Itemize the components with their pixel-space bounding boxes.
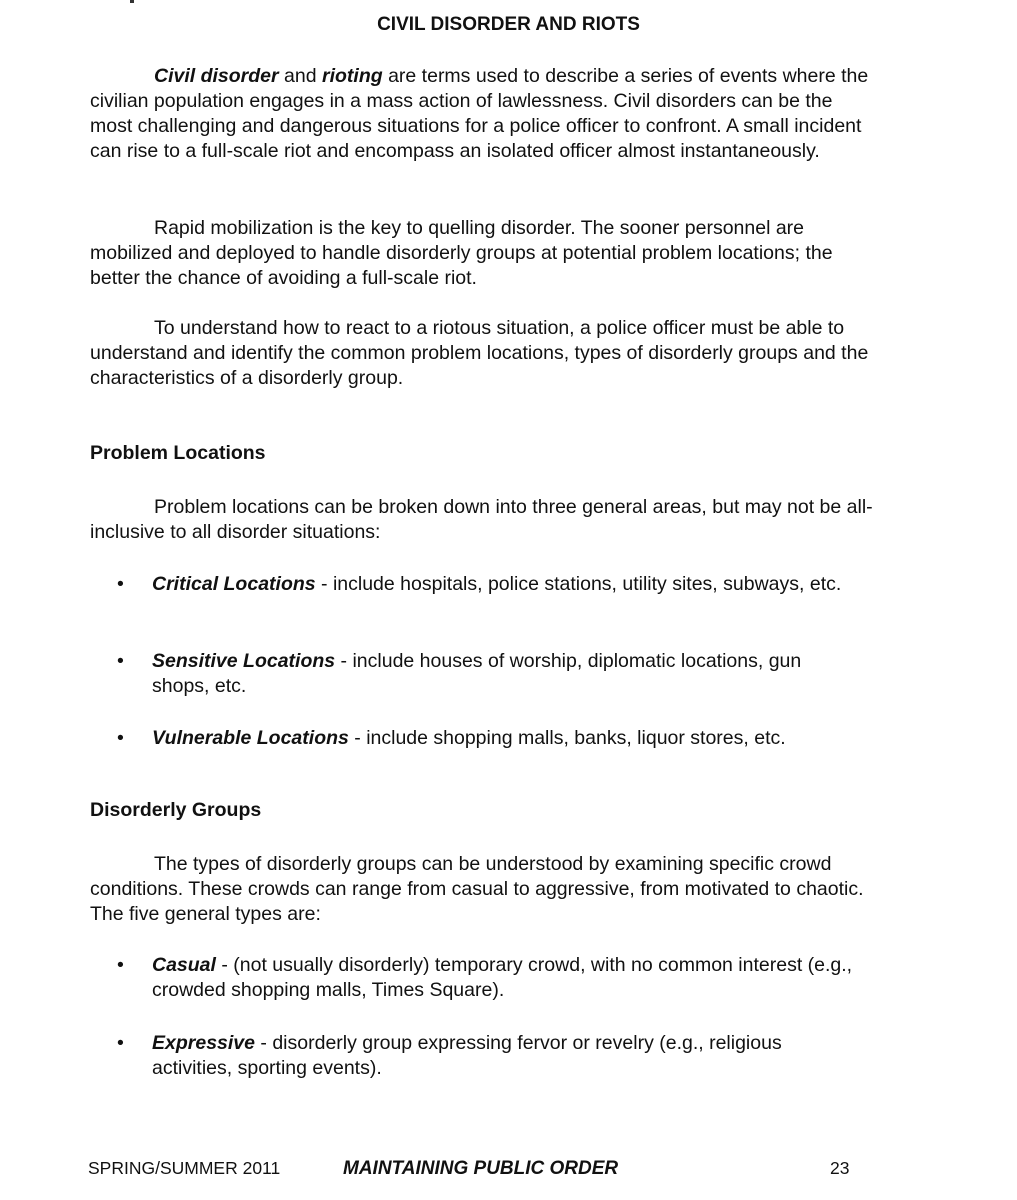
list-item-text: - include shopping malls, banks, liquor stores, etc. (348, 727, 786, 749)
list-item-sensitive-locations (117, 649, 857, 699)
disorderly-groups-intro: The types of disorderly groups can be understood by examining specific crowd conditions. These crowds can range from casual to aggressive, from motivated to chaotic. The five general types are: (90, 853, 864, 925)
list-item-casual (117, 953, 857, 1003)
list-item-text: - disorderly group expressing fervor or revelry (e.g., religious activities, sporting events). (152, 1032, 782, 1079)
term-vulnerable-locations: Vulnerable Locations (152, 727, 349, 749)
list-item-critical-locations (117, 572, 857, 597)
page-number: 23 (830, 1158, 850, 1178)
bullet-icon: • (117, 573, 124, 595)
term-civil-disorder: Civil disorder (154, 65, 279, 87)
term-critical-locations: Critical Locations (152, 573, 316, 595)
list-item-vulnerable-locations (117, 726, 857, 751)
list-item-text: - include houses of worship, diplomatic locations, gun shops, etc. (152, 650, 802, 697)
intro-paragraph-2: Rapid mobilization is the key to quelling disorder. The sooner personnel are mobilized and deployed to handle disorderly groups at potential problem locations; the better the chance of avoiding a full-scale riot. (90, 217, 833, 289)
footer-document-title: MAINTAINING PUBLIC ORDER (343, 1158, 619, 1179)
intro-paragraph-1-connector: and (278, 65, 322, 87)
list-item-text: - (not usually disorderly) temporary crowd, with no common interest (e.g., crowded shopping malls, Times Square). (152, 954, 853, 1001)
bullet-icon: • (117, 727, 124, 749)
problem-locations-intro: Problem locations can be broken down into three general areas, but may not be all-inclusive to all disorder situations: (90, 496, 873, 543)
intro-paragraph-3: To understand how to react to a riotous situation, a police officer must be able to understand and identify the common problem locations, types of disorderly groups and the characteristics of a disorderly group. (90, 317, 869, 389)
bullet-icon: • (117, 954, 124, 976)
term-rioting: rioting (322, 65, 383, 87)
term-expressive: Expressive (152, 1032, 255, 1054)
list-item-text: - include hospitals, police stations, utility sites, subways, etc. (315, 573, 842, 595)
section-heading-disorderly-groups: Disorderly Groups (90, 799, 262, 821)
footer-edition: SPRING/SUMMER 2011 (88, 1158, 281, 1178)
term-sensitive-locations: Sensitive Locations (152, 650, 336, 672)
bullet-icon: • (117, 1032, 124, 1054)
intro-paragraph-1 (90, 64, 880, 164)
page-title: CIVIL DISORDER AND RIOTS (377, 14, 640, 35)
scan-mark (130, 0, 134, 3)
intro-paragraph-1-body: are terms used to describe a series of events where the civilian population engages in a mass action of lawlessness. Civil disorders can be the most challenging and dangerous situations for a police officer to confront. A small incident can rise to a full-scale riot and encompass an isolated officer almost instantaneously. (90, 65, 869, 162)
bullet-icon: • (117, 650, 124, 672)
term-casual: Casual (152, 954, 216, 976)
section-heading-problem-locations: Problem Locations (90, 442, 266, 464)
list-item-expressive (117, 1031, 857, 1081)
